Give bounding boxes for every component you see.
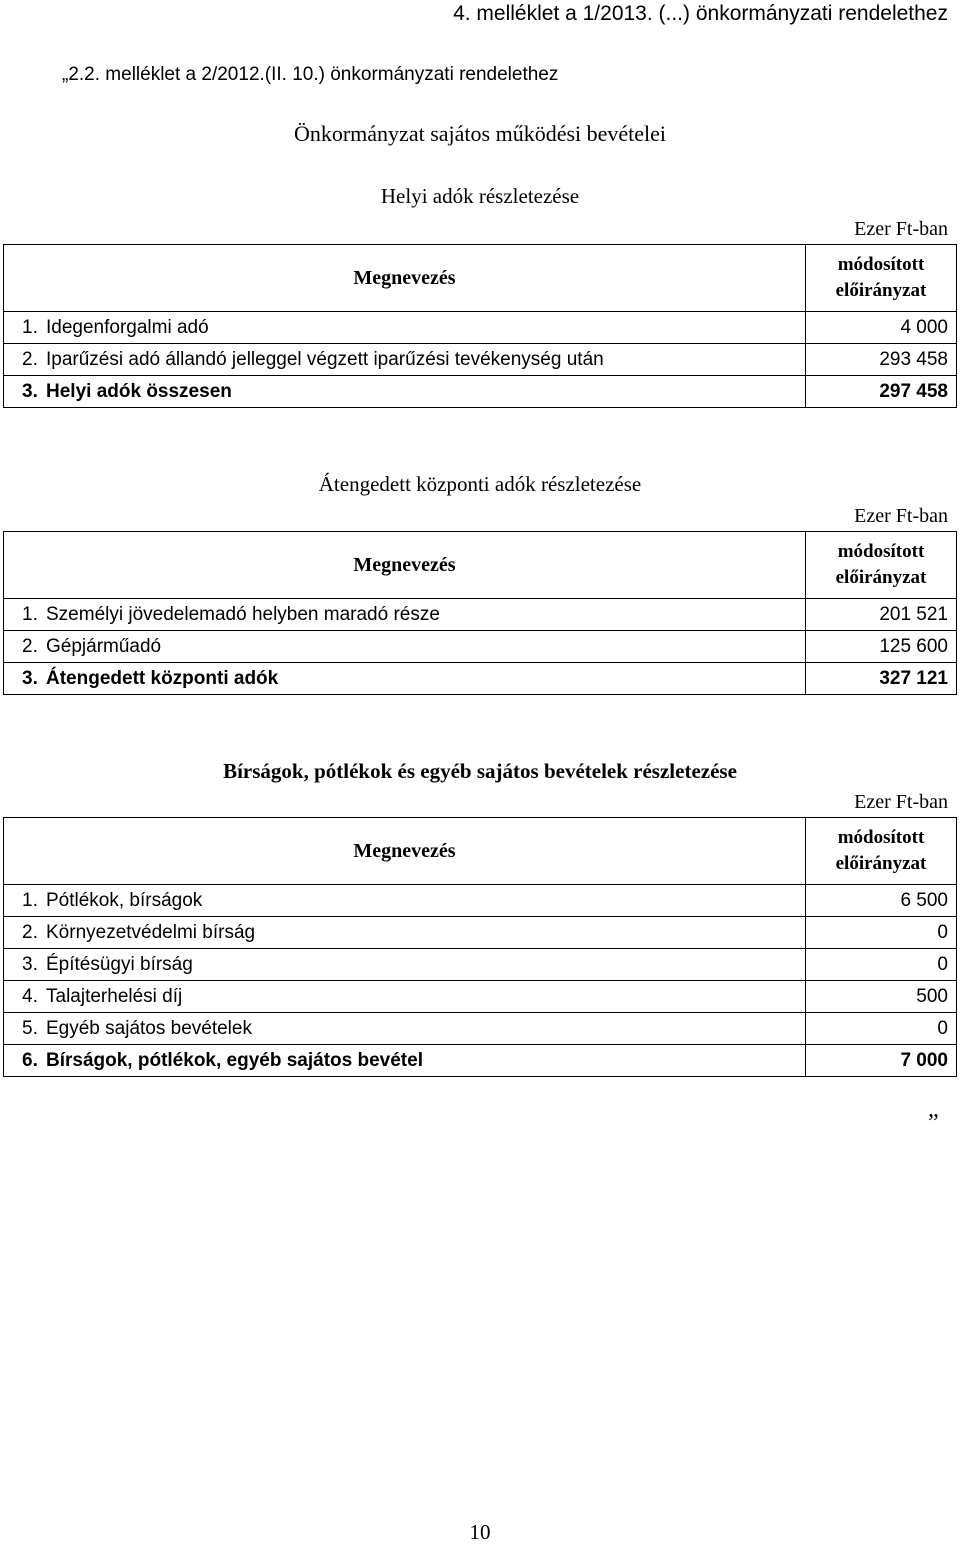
row-text: Talajterhelési díj (46, 985, 183, 1007)
section-title-local-taxes: Helyi adók részletezése (380, 184, 580, 208)
column-header-value-line2: előirányzat (835, 853, 927, 874)
column-header-value-line1: módosított (837, 254, 925, 275)
row-number: 2. (22, 635, 38, 657)
row-value: 201 521 (806, 599, 957, 631)
row-value: 7 000 (806, 1045, 957, 1077)
table-row-total (4, 663, 957, 695)
row-value: 0 (806, 1013, 957, 1045)
unit-label: Ezer Ft-ban (854, 791, 948, 813)
row-label (4, 376, 806, 408)
row-label (4, 949, 806, 981)
row-value: 0 (806, 917, 957, 949)
table-row (4, 885, 957, 917)
row-text: Helyi adók összesen (46, 380, 232, 402)
fines-surcharges-table (3, 817, 957, 1077)
row-value: 293 458 (806, 344, 957, 376)
annex-reference-amended: „2.2. melléklet a 2/2012.(II. 10.) önkormányzati rendelethez (62, 64, 559, 85)
table-row-total (4, 1045, 957, 1077)
column-header-value-line1: módosított (837, 541, 925, 562)
row-text: Építésügyi bírság (46, 953, 193, 975)
row-label (4, 312, 806, 344)
row-text: Pótlékok, bírságok (46, 889, 203, 911)
row-text: Bírságok, pótlékok, egyéb sajátos bevétel (46, 1049, 423, 1071)
row-label (4, 1045, 806, 1077)
row-value: 4 000 (806, 312, 957, 344)
row-value: 125 600 (806, 631, 957, 663)
unit-label: Ezer Ft-ban (854, 505, 948, 527)
row-number: 3. (22, 953, 38, 975)
row-value: 6 500 (806, 885, 957, 917)
table-row (4, 917, 957, 949)
row-text: Átengedett központi adók (46, 667, 279, 689)
row-text: Iparűzési adó állandó jelleggel végzett iparűzési tevékenység után (46, 348, 604, 370)
column-header-name: Megnevezés (4, 245, 806, 312)
row-label (4, 663, 806, 695)
row-label (4, 981, 806, 1013)
table-row-total (4, 376, 957, 408)
column-header-value-line2: előirányzat (835, 280, 927, 301)
row-text: Környezetvédelmi bírság (46, 921, 256, 943)
column-header-value (806, 818, 957, 885)
row-number: 1. (22, 316, 38, 338)
table-row (4, 312, 957, 344)
annex-reference-current: 4. melléklet a 1/2013. (...) önkormányzati rendelethez (453, 2, 948, 25)
document-title: Önkormányzat sajátos működési bevételei (293, 121, 667, 146)
table-row (4, 981, 957, 1013)
local-taxes-table (3, 244, 957, 408)
row-label (4, 344, 806, 376)
table-row (4, 344, 957, 376)
table-header-row (4, 532, 957, 599)
column-header-value-line2: előirányzat (835, 567, 927, 588)
table-row (4, 949, 957, 981)
closing-quote-mark: ” (928, 1110, 939, 1136)
row-value: 297 458 (806, 376, 957, 408)
section-title-shared-central-taxes: Átengedett központi adók részletezése (318, 472, 642, 496)
row-number: 1. (22, 603, 38, 625)
row-label (4, 1013, 806, 1045)
row-number: 1. (22, 889, 38, 911)
column-header-value (806, 245, 957, 312)
row-text: Idegenforgalmi adó (46, 316, 209, 338)
table-row (4, 631, 957, 663)
row-label (4, 631, 806, 663)
table-header-row (4, 818, 957, 885)
table-row (4, 1013, 957, 1045)
row-number: 6. (22, 1049, 38, 1071)
unit-label: Ezer Ft-ban (854, 218, 948, 240)
column-header-value-line1: módosított (837, 827, 925, 848)
row-number: 2. (22, 921, 38, 943)
column-header-name: Megnevezés (4, 532, 806, 599)
page-number: 10 (469, 1520, 491, 1544)
column-header-name: Megnevezés (4, 818, 806, 885)
row-text: Személyi jövedelemadó helyben maradó része (46, 603, 440, 625)
table-header-row (4, 245, 957, 312)
row-label (4, 599, 806, 631)
row-value: 500 (806, 981, 957, 1013)
row-number: 2. (22, 348, 38, 370)
table-row (4, 599, 957, 631)
row-value: 0 (806, 949, 957, 981)
row-value: 327 121 (806, 663, 957, 695)
shared-central-taxes-table (3, 531, 957, 695)
column-header-value (806, 532, 957, 599)
row-number: 3. (22, 667, 38, 689)
row-number: 5. (22, 1017, 38, 1039)
section-title-fines-surcharges: Bírságok, pótlékok és egyéb sajátos bevételek részletezése (223, 759, 737, 783)
row-text: Gépjárműadó (46, 635, 162, 657)
row-label (4, 885, 806, 917)
row-number: 3. (22, 380, 38, 402)
row-label (4, 917, 806, 949)
row-text: Egyéb sajátos bevételek (46, 1017, 252, 1039)
row-number: 4. (22, 985, 38, 1007)
